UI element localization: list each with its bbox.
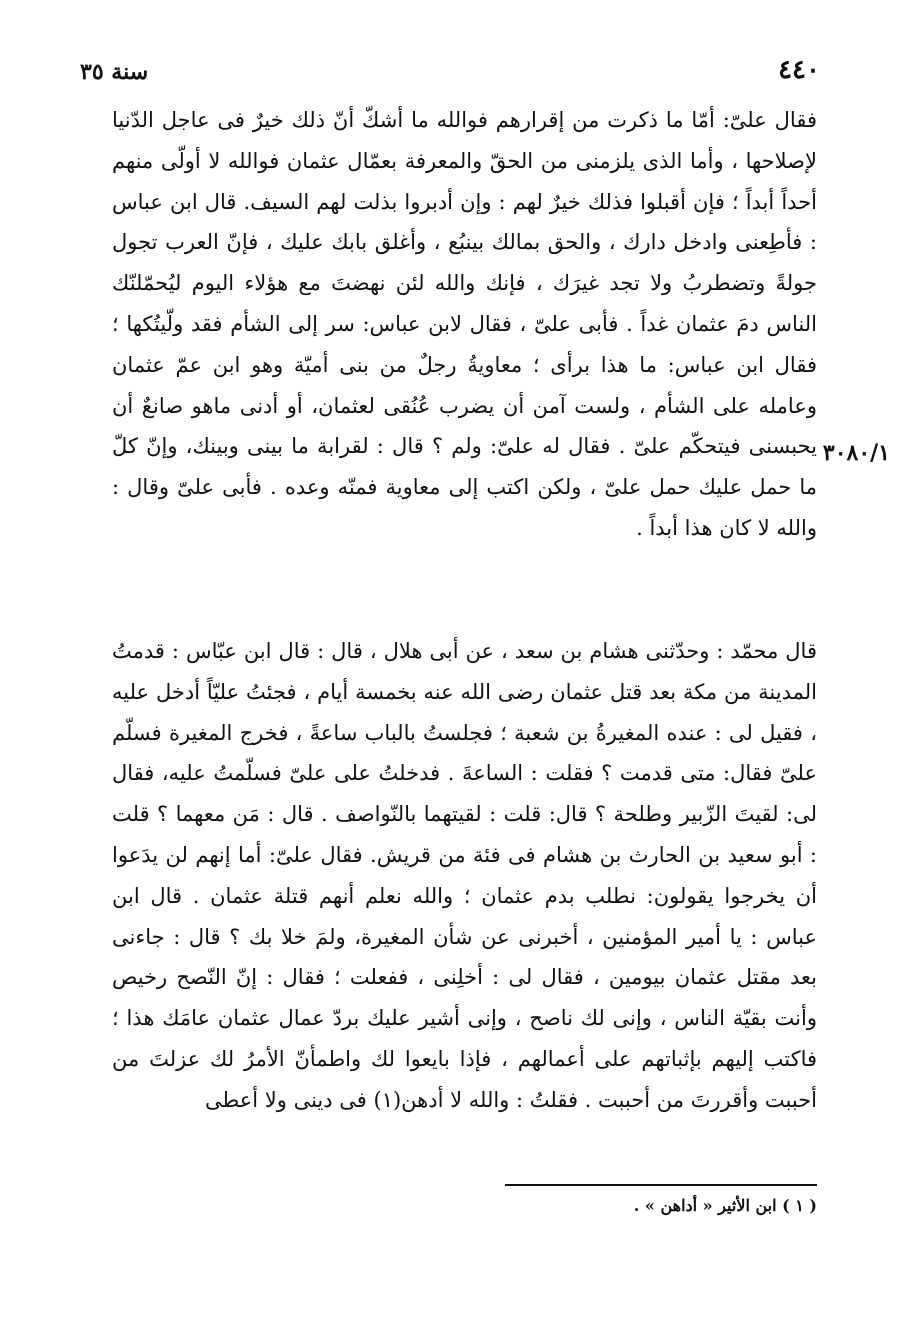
- paragraph-2: قال محمّد : وحدّثنى هشام بن سعد ، عن أبى هلال ، قال : قال ابن عبّاس : قدمتُ المدينة من مكة بعد قتل عثمان رضى الله عنه بخمسة أيام ، فجئتُ عليّاً أدخل عليه ، فقيل لى : عنده المغيرةُ بن شعبة ؛ فجلستُ بالباب ساعةً ، فخرج المغيرة فسلّم علىّ فقال: متى قدمت ؟ فقلت : الساعةَ . فدخلتُ على علىّ فسلّمتُ عليه، فقال لى: لقيتَ الزّبير وطلحة ؟ قال: قلت : لقيتهما بالنّواصف . قال : مَن معهما ؟ قلت : أبو سعيد بن الحارث بن هشام فى فئة من قريش. فقال علىّ: أما إنهم لن يدَعوا أن يخرجوا يقولون: نطلب بدم عثمان ؛ والله نعلم أنهم قتلة عثمان . قال ابن عباس : يا أمير المؤمنين ، أخبرنى عن شأن المغيرة، ولمَ خلا بك ؟ قال : جاءنى بعد مقتل عثمان بيومين ، فقال لى : أخلِنى ، ففعلت ؛ فقال : إنّ النّصح رخيص وأنت بقيّة الناس ، وإنى لك ناصح ، وإنى أشير عليك بردّ عمال عثمان عامَك هذا ؛ فاكتب إليهم بإثباتهم على أعمالهم ، فإذا بايعوا لك واطمأنّ الأمرُ لك عزلتَ من أحببت وأقررتَ من أحببت . فقلتُ : والله لا أدهن(١) فى دينى ولا أعطى: [112, 639, 817, 1112]
- footnote-divider: [505, 1184, 817, 1186]
- footnote: ( ١ ) ابن الأثير « أداهن » .: [633, 1196, 817, 1215]
- page-header: [80, 55, 820, 95]
- running-head-year: سنة ٣٥: [80, 59, 149, 85]
- page-number: ٤٤٠: [778, 55, 820, 85]
- margin-reference-number: ٣٠٨٠/١: [822, 440, 890, 466]
- main-text: [112, 100, 817, 1121]
- paragraph-1: فقال علىّ: أمّا ما ذكرت من إقرارهم فوالله ما أشكّ أنّ ذلك خيرٌ فى عاجل الدّنيا لإصلاحها ، وأما الذى يلزمنى من الحقّ والمعرفة بعمّال عثمان فوالله لا أولّى منهم أحداً أبداً ؛ فإن أقبلوا فذلك خيرٌ لهم : وإن أدبروا بذلت لهم السيف. قال ابن عباس : فأطِعنى وادخل دارك ، والحق بمالك بينبُع ، وأغلق بابك عليك ، فإنّ العرب تجول جولةً وتضطربُ ولا تجد غيرَك ، فإنك والله لئن نهضتَ مع هؤلاء اليوم ليُحمّلنّك الناس دمَ عثمان غداً . فأبى علىّ ، فقال لابن عباس: سر إلى الشأم فقد ولّيتُكها ؛ فقال ابن عباس: ما هذا برأى ؛ معاويةُ رجلٌ من بنى أميّة وهو ابن عمّ عثمان وعامله على الشأم ، ولست آمن أن يضرب عُنُقى لعثمان، أو أدنى ماهو صانعٌ أن يحبسنى فيتحكّم علىّ . فقال له علىّ: ولم ؟ قال : لقرابة ما بينى وبينك، وإنّ كلّ ما حمل عليك حمل علىّ ، ولكن اكتب إلى معاوية فمنّه وعده . فأبى علىّ وقال : والله لا كان هذا أبداً .: [112, 108, 817, 540]
